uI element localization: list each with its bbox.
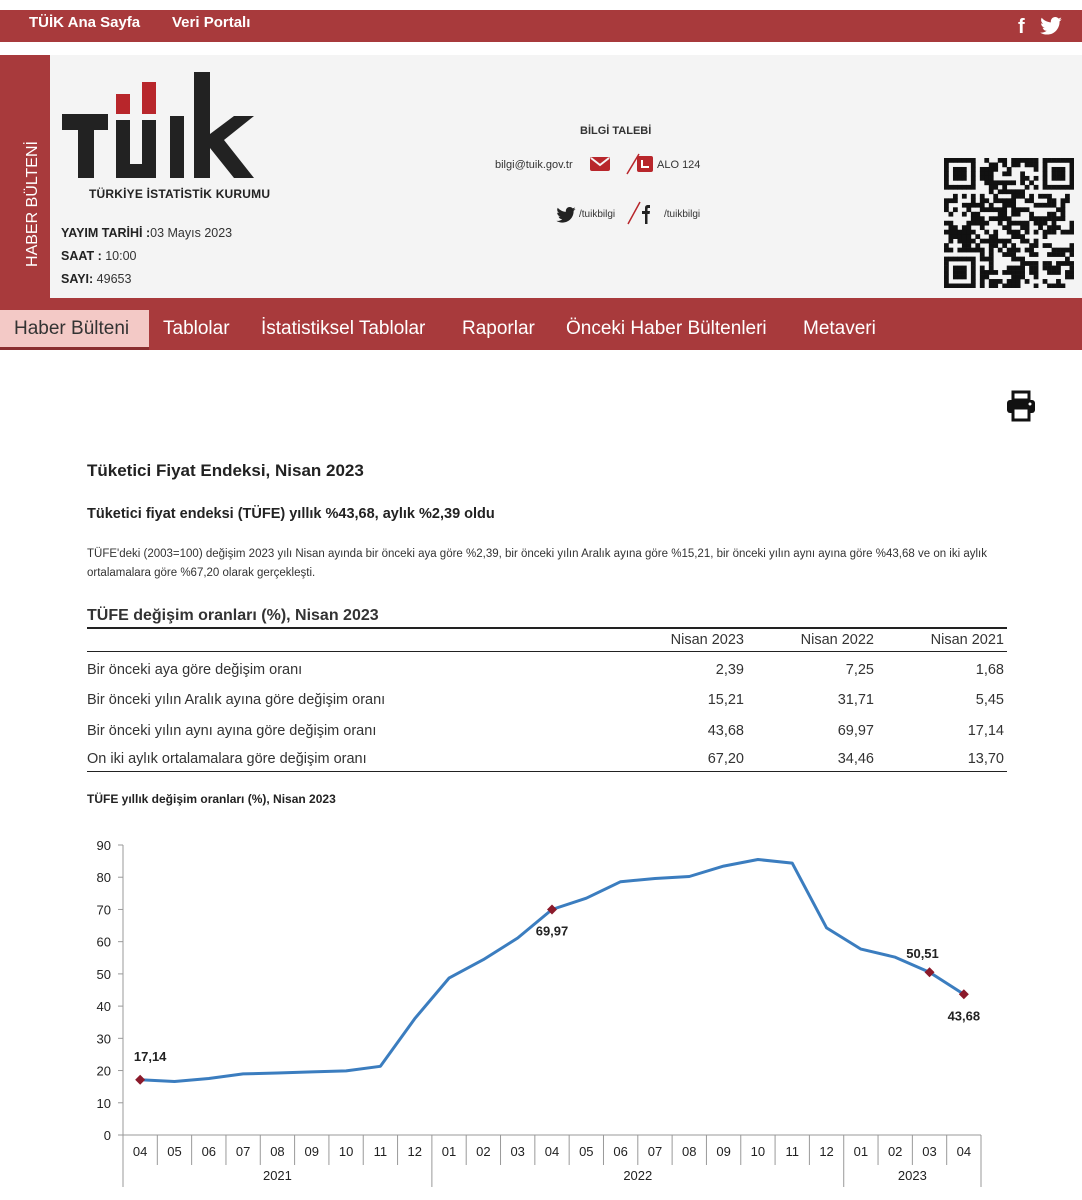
contact-twitter[interactable]: /tuikbilgi xyxy=(579,209,616,220)
x-tick-label: 05 xyxy=(579,1144,594,1159)
x-tick-label: 07 xyxy=(235,1144,251,1159)
x-tick-label: 10 xyxy=(750,1144,766,1159)
x-tick-label: 10 xyxy=(338,1144,354,1159)
x-tick-label: 02 xyxy=(887,1144,903,1159)
y-tick-label: 70 xyxy=(96,902,111,918)
tab-metaveri[interactable]: Metaveri xyxy=(803,318,876,339)
x-tick-label: 01 xyxy=(441,1144,457,1159)
tab-tablolar[interactable]: Tablolar xyxy=(163,318,230,339)
year-label: 2023 xyxy=(897,1168,927,1183)
home-link[interactable]: TÜİK Ana Sayfa xyxy=(29,14,141,31)
x-tick-label: 11 xyxy=(785,1144,799,1159)
y-tick-label: 90 xyxy=(96,838,111,853)
x-tick-label: 08 xyxy=(682,1144,697,1159)
x-tick-label: 09 xyxy=(716,1144,731,1159)
release-time: SAAT : 10:00 xyxy=(61,249,137,263)
contact-email[interactable]: bilgi@tuik.gov.tr xyxy=(495,159,573,171)
x-tick-label: 12 xyxy=(819,1144,834,1159)
y-tick-label: 0 xyxy=(103,1128,111,1143)
y-tick-label: 20 xyxy=(96,1063,111,1079)
x-tick-label: 04 xyxy=(132,1144,148,1159)
y-tick-label: 80 xyxy=(96,870,111,886)
x-tick-label: 05 xyxy=(167,1144,182,1159)
data-label: 69,97 xyxy=(535,923,569,939)
contact-facebook[interactable]: /tuikbilgi xyxy=(664,209,701,220)
chart-title: TÜFE yıllık değişim oranları (%), Nisan 2023 xyxy=(87,792,336,806)
y-tick-label: 50 xyxy=(96,966,111,982)
tab-haber-bulteni[interactable]: Haber Bülteni xyxy=(0,310,149,350)
year-label: 2021 xyxy=(262,1168,292,1183)
data-label: 17,14 xyxy=(133,1048,167,1064)
x-tick-label: 12 xyxy=(407,1144,422,1159)
headline: Tüketici fiyat endeksi (TÜFE) yıllık %43,68, aylık %2,39 oldu xyxy=(87,506,495,522)
data-portal-link[interactable]: Veri Portalı xyxy=(172,14,251,31)
x-tick-label: 08 xyxy=(270,1144,285,1159)
logo-subtitle: TÜRKİYE İSTATİSTİK KURUMU xyxy=(89,187,271,201)
x-tick-label: 09 xyxy=(304,1144,319,1159)
x-tick-label: 11 xyxy=(373,1144,388,1159)
x-tick-label: 03 xyxy=(922,1144,937,1159)
contact-phone: ALO 124 xyxy=(657,159,701,171)
x-tick-label: 04 xyxy=(956,1144,972,1159)
x-tick-label: 06 xyxy=(613,1144,628,1159)
tab-onceki-bultenler[interactable]: Önceki Haber Bültenleri xyxy=(566,318,767,339)
data-label: 50,51 xyxy=(906,946,939,962)
x-tick-label: 06 xyxy=(201,1144,217,1159)
table-title: TÜFE değişim oranları (%), Nisan 2023 xyxy=(87,607,379,624)
data-point-marker xyxy=(135,1075,145,1085)
facebook-icon[interactable]: f xyxy=(1018,16,1025,38)
info-request-title: BİLGİ TALEBİ xyxy=(580,125,652,137)
x-tick-label: 01 xyxy=(853,1144,869,1159)
side-tab-label: HABER BÜLTENİ xyxy=(23,141,41,267)
page-title: Tüketici Fiyat Endeksi, Nisan 2023 xyxy=(87,461,364,480)
tab-raporlar[interactable]: Raporlar xyxy=(462,318,535,339)
tab-istatistiksel-tablolar[interactable]: İstatistiksel Tablolar xyxy=(261,318,426,339)
column-header: Nisan 2021 xyxy=(930,632,1004,648)
y-tick-label: 40 xyxy=(96,999,111,1015)
summary-paragraph: TÜFE'deki (2003=100) değişim 2023 yılı Nisan ayında bir önceki aya göre %2,39, bir önceki yılın Aralık ayına göre %15,21, bir önceki yılın aynı ayına göre %43,68 ve on iki aylık ortalamalara göre %67,20 olarak gerçekleşti. xyxy=(87,548,988,579)
release-date: YAYIM TARİHİ :03 Mayıs 2023 xyxy=(61,226,233,240)
y-tick-label: 60 xyxy=(96,934,111,950)
x-tick-label: 07 xyxy=(647,1144,663,1159)
year-label: 2022 xyxy=(623,1168,653,1183)
column-header: Nisan 2022 xyxy=(800,632,874,648)
y-tick-label: 30 xyxy=(96,1031,111,1047)
column-header: Nisan 2023 xyxy=(670,632,744,648)
y-tick-label: 10 xyxy=(96,1095,111,1111)
data-label: 43,68 xyxy=(947,1008,981,1024)
bulletin-number: SAYI: 49653 xyxy=(61,272,132,286)
series-line xyxy=(140,860,964,1082)
x-tick-label: 04 xyxy=(544,1144,560,1159)
x-tick-label: 02 xyxy=(476,1144,491,1159)
x-tick-label: 03 xyxy=(510,1144,525,1159)
